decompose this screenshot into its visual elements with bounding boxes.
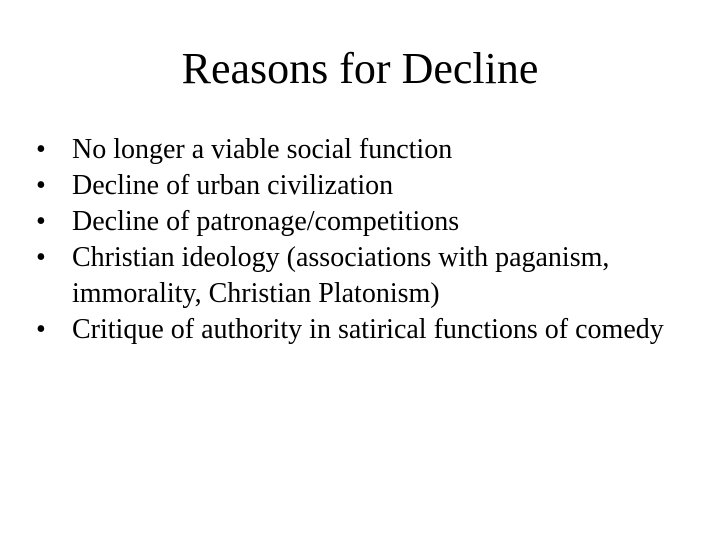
bullet-item: [36, 312, 676, 348]
bullet-text: Decline of patronage/competitions: [72, 206, 460, 237]
bullet-icon: •: [36, 314, 46, 345]
bullet-text: Critique of authority in satirical functions of comedy: [72, 314, 664, 345]
bullet-icon: •: [36, 206, 46, 237]
slide-title: Reasons for Decline: [181, 44, 539, 93]
bullet-text: Decline of urban civilization: [72, 170, 394, 201]
bullet-item: [36, 168, 676, 204]
bullet-text: No longer a viable social function: [72, 134, 453, 165]
bullet-item: [36, 204, 676, 240]
bullet-icon: •: [36, 242, 46, 273]
bullet-item: [36, 132, 676, 168]
bullet-icon: •: [36, 170, 46, 201]
bullet-list: [36, 132, 676, 348]
bullet-item: [36, 240, 676, 312]
bullet-icon: •: [36, 134, 46, 165]
bullet-text: Christian ideology (associations with paganism, immorality, Christian Platonism): [72, 242, 610, 309]
